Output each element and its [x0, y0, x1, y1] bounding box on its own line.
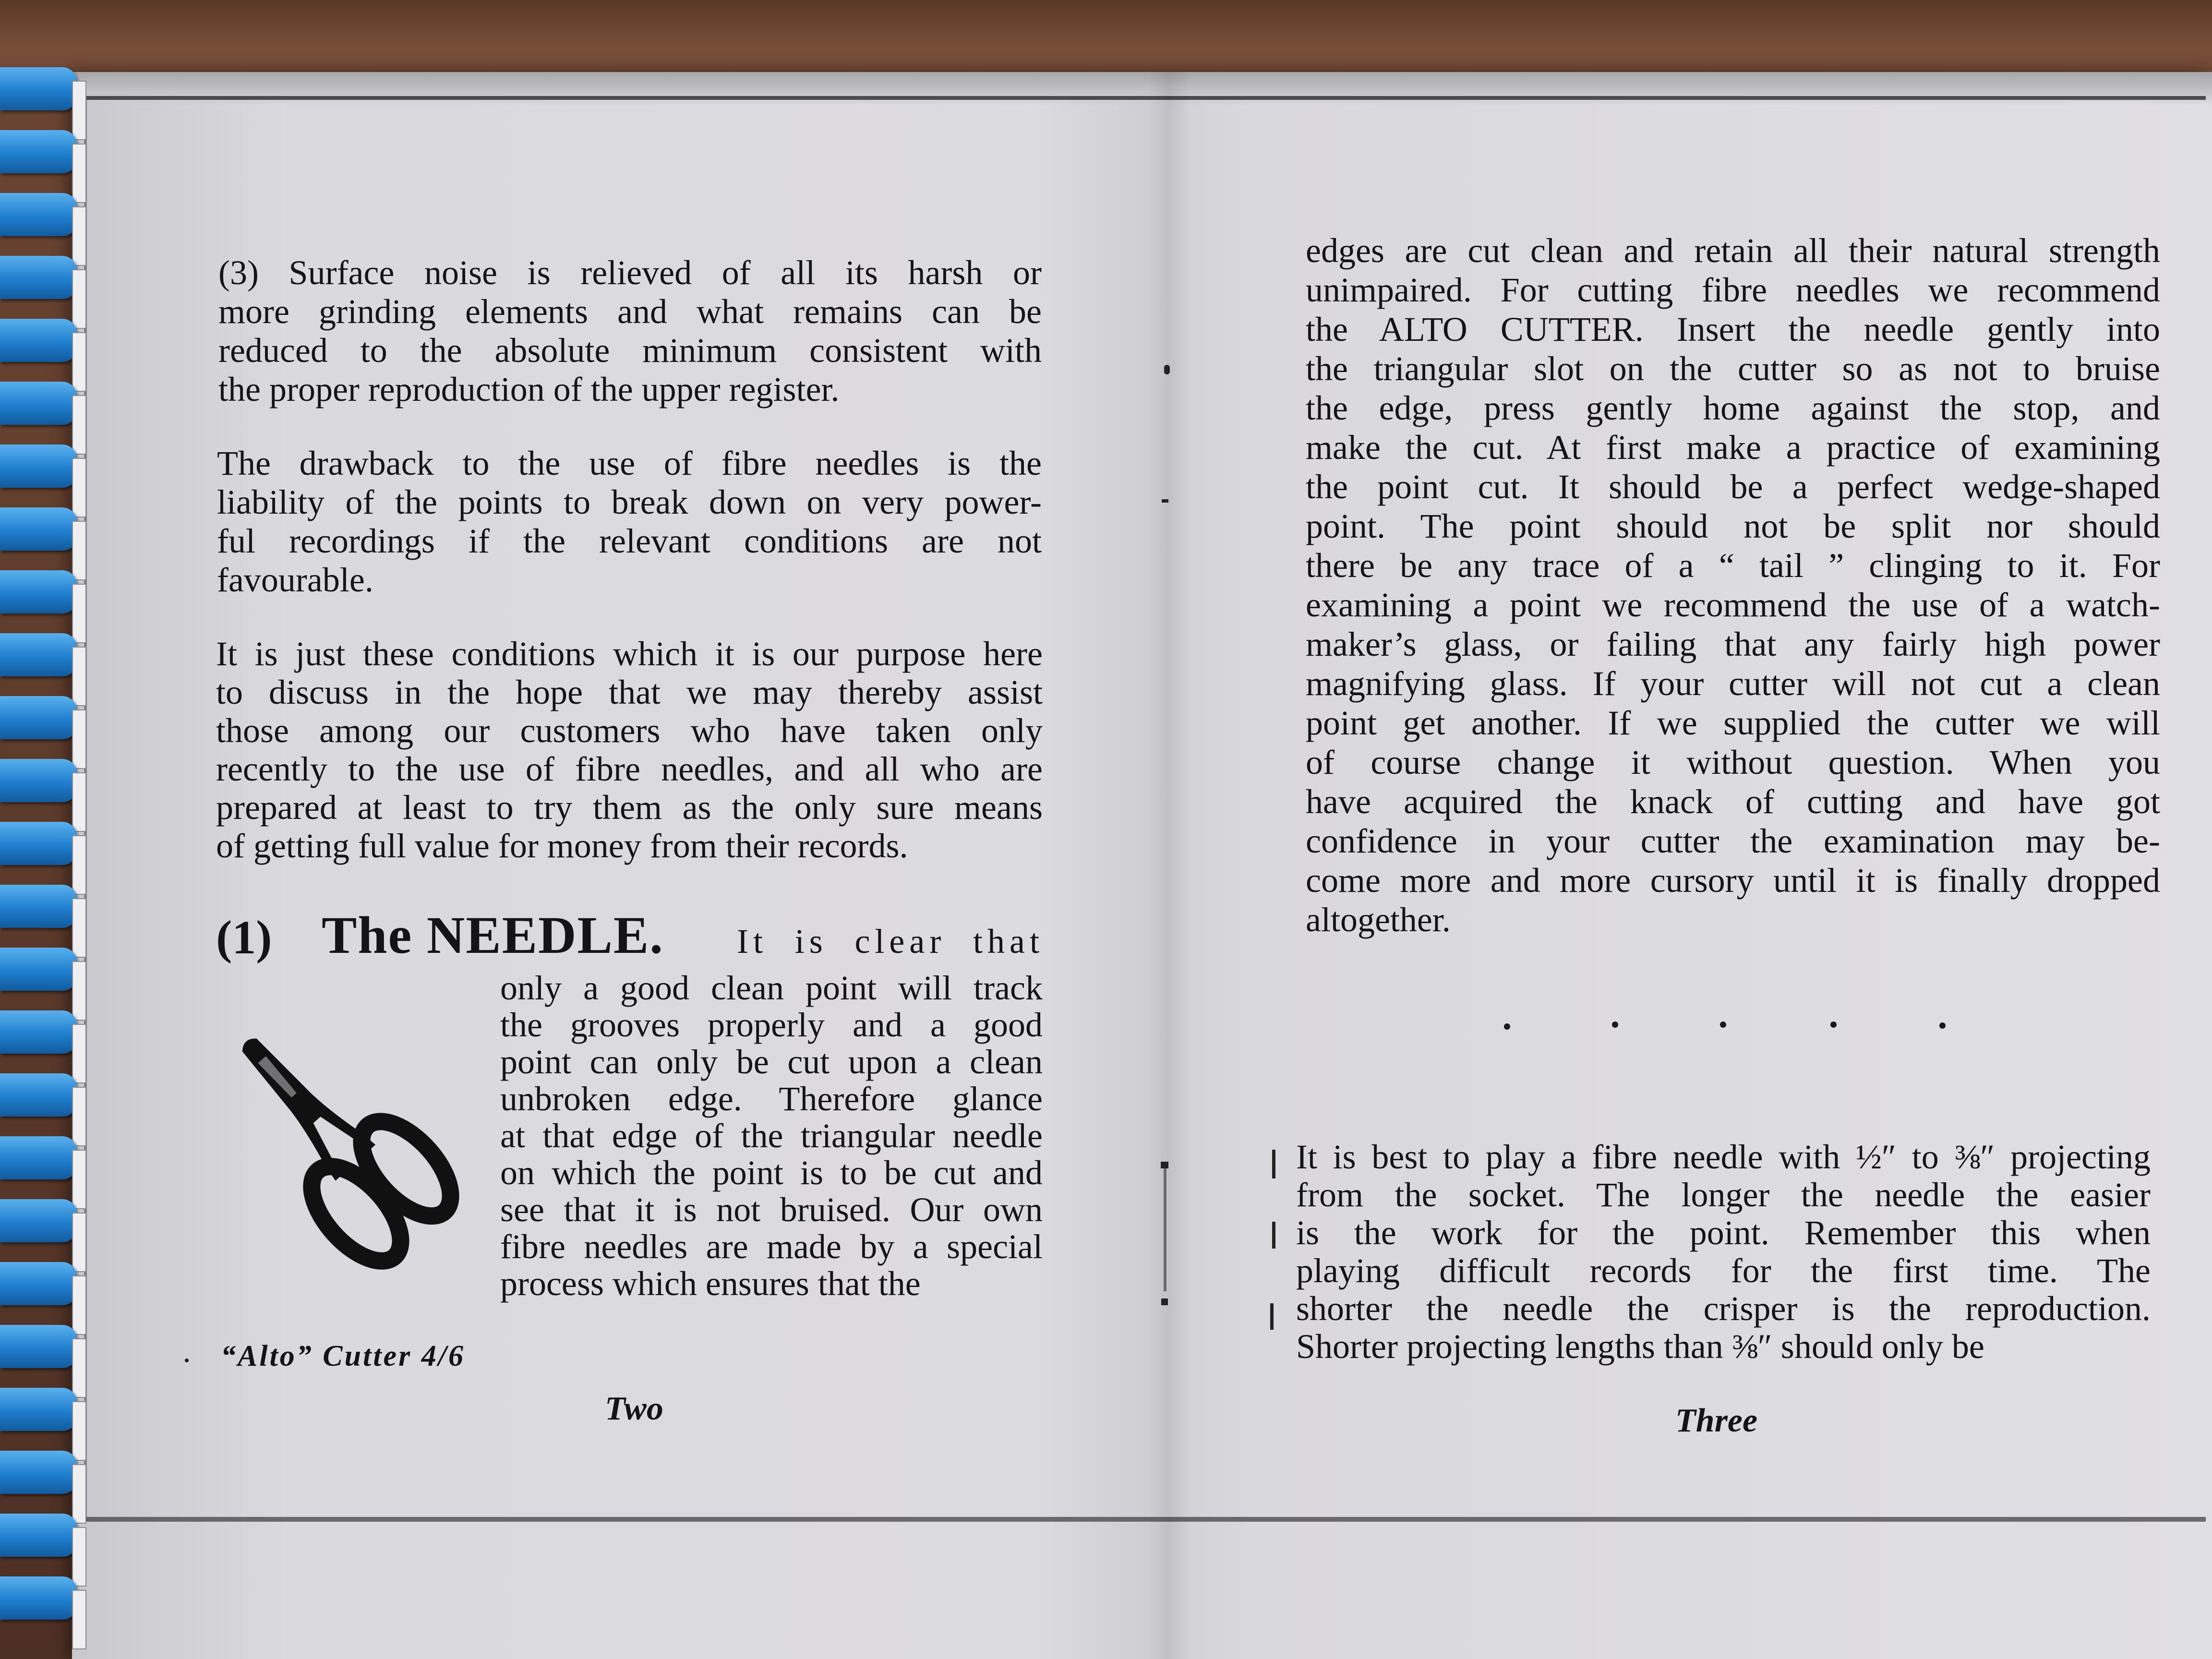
section-number: (1) — [216, 911, 272, 964]
alto-cutter-line: come more and more cursory until it is finally dropped — [1306, 861, 2160, 900]
binding-hole — [72, 1527, 86, 1587]
heading-continuation: It is clear that — [737, 922, 1044, 961]
page-folio-left: Two — [605, 1390, 663, 1427]
alto-cutter-line: altogether. — [1306, 901, 1451, 939]
projection-tip-line: Shorter projecting lengths than ⅜″ should only be — [1296, 1327, 1984, 1366]
projection-tip-line: is the work for the point. Remember this when — [1296, 1214, 2151, 1252]
binding-coil — [0, 759, 77, 802]
binding-hole — [72, 206, 86, 266]
binding-coil — [0, 948, 77, 991]
gutter-tick — [1161, 1298, 1168, 1305]
margin-mark — [1272, 1150, 1275, 1178]
page-border-bottom — [84, 1517, 2206, 1522]
projection-tip-line: from the socket. The longer the needle the easier — [1296, 1176, 2151, 1214]
needle-line: fibre needles are made by a special — [500, 1227, 1043, 1266]
gutter-tick — [1162, 499, 1168, 503]
binding-hole — [72, 898, 86, 958]
binding-coil — [0, 1262, 77, 1305]
conditions-line: It is just these conditions which it is our purpose here — [216, 635, 1043, 673]
surface-noise-line: reduced to the absolute minimum consistent with — [218, 331, 1042, 370]
needle-line: process which ensures that the — [500, 1264, 921, 1303]
conditions-line: prepared at least to try them as the only sure means — [216, 788, 1043, 827]
binding-coil — [0, 1136, 77, 1179]
caption-bullet — [185, 1358, 189, 1362]
surface-noise-line: the proper reproduction of the upper register. — [218, 370, 840, 409]
section-heading: The NEEDLE. — [322, 906, 664, 964]
alto-cutter-line: the ALTO CUTTER. Insert the needle gently into — [1306, 310, 2160, 349]
alto-cutter-line: have acquired the knack of cutting and have got — [1306, 782, 2160, 821]
blue-spiral-binding — [0, 48, 91, 1659]
drawback-line: favourable. — [217, 561, 373, 599]
page-border-top — [84, 96, 2206, 100]
needle-line: at that edge of the triangular needle — [500, 1117, 1043, 1155]
surface-noise-line: (3) Surface noise is relieved of all its harsh or — [218, 253, 1042, 292]
alto-cutter-line: of course change it without question. When you — [1306, 743, 2160, 781]
drawback-line: The drawback to the use of fibre needles is the — [217, 444, 1042, 482]
needle-line: point can only be cut upon a clean — [500, 1043, 1043, 1081]
needle-line: unbroken edge. Therefore glance — [500, 1080, 1043, 1118]
needle-line: see that it is not bruised. Our own — [500, 1190, 1043, 1229]
page-folio-right: Three — [1675, 1402, 1758, 1439]
binding-coil — [0, 1576, 77, 1620]
separator-dot — [1830, 1022, 1837, 1028]
binding-hole — [72, 395, 86, 455]
needle-line: only a good clean point will track — [500, 969, 1043, 1007]
alto-cutter-illustration — [218, 1001, 461, 1286]
gutter-tick — [1164, 365, 1170, 374]
needle-line: the grooves properly and a good — [500, 1006, 1043, 1044]
illustration-caption: “Alto” Cutter 4/6 — [221, 1340, 465, 1372]
alto-cutter-line: the point cut. It should be a perfect wedge-shaped — [1306, 468, 2160, 506]
binding-hole — [72, 647, 86, 706]
separator-dot — [1612, 1022, 1618, 1028]
alto-cutter-line: magnifying glass. If your cutter will not cut a clean — [1306, 664, 2160, 703]
margin-mark — [1272, 1222, 1275, 1249]
conditions-line: of getting full value for money from their records. — [216, 827, 908, 865]
binding-hole — [72, 1213, 86, 1272]
binding-coil — [0, 507, 77, 551]
binding-hole — [72, 709, 86, 769]
binding-coil — [0, 382, 77, 425]
projection-tip-line: It is best to play a fibre needle with ½″ to ⅜″ projecting — [1296, 1138, 2151, 1176]
binding-coil — [0, 570, 77, 613]
binding-coil — [0, 1388, 77, 1431]
center-gutter — [1147, 72, 1190, 1659]
binding-hole — [72, 835, 86, 895]
alto-cutter-line: confidence in your cutter the examination may be- — [1306, 822, 2160, 860]
binding-hole — [72, 961, 86, 1021]
binding-hole — [72, 144, 86, 203]
binding-coil — [0, 1199, 77, 1242]
binding-coil — [0, 193, 77, 236]
binding-coil — [0, 1010, 77, 1054]
projection-tip-line: playing difficult records for the first time. The — [1296, 1251, 2151, 1290]
binding-hole — [72, 1024, 86, 1083]
binding-coil — [0, 67, 77, 110]
binding-coil — [0, 696, 77, 739]
binding-hole — [72, 1087, 86, 1146]
binding-hole — [72, 458, 86, 517]
conditions-line: to discuss in the hope that we may thereby assist — [216, 673, 1043, 711]
binding-coil — [0, 885, 77, 928]
binding-coil — [0, 319, 77, 362]
binding-coil — [0, 633, 77, 676]
binding-hole — [72, 584, 86, 643]
drawback-line: liability of the points to break down on very power- — [217, 483, 1042, 521]
alto-cutter-line: point. The point should not be split nor should — [1306, 507, 2160, 545]
binding-hole — [72, 521, 86, 580]
binding-hole — [72, 1590, 86, 1649]
binding-coil — [0, 822, 77, 865]
projection-tip-line: shorter the needle the crisper is the reproduction. — [1296, 1289, 2151, 1328]
binding-coil — [0, 445, 77, 488]
drawback-line: ful recordings if the relevant conditions are not — [217, 522, 1042, 560]
alto-cutter-line: the edge, press gently home against the stop, and — [1306, 389, 2160, 427]
page-top-edge — [72, 72, 2212, 106]
conditions-line: recently to the use of fibre needles, and all who are — [216, 750, 1043, 788]
alto-cutter-line: make the cut. At first make a practice of examining — [1306, 428, 2160, 467]
separator-dot — [1504, 1023, 1510, 1030]
margin-mark — [1270, 1303, 1274, 1330]
binding-coil — [0, 1514, 77, 1557]
binding-hole — [72, 332, 86, 392]
alto-cutter-line: maker’s glass, or failing that any fairly high power — [1306, 625, 2160, 663]
alto-cutter-line: examining a point we recommend the use of a watch- — [1306, 586, 2160, 624]
binding-coil — [0, 130, 77, 173]
alto-cutter-line: there be any trace of a “ tail ” clinging to it. For — [1306, 546, 2160, 585]
binding-hole — [72, 1401, 86, 1461]
binding-hole — [72, 1275, 86, 1335]
alto-cutter-line: edges are cut clean and retain all their natural strength — [1306, 231, 2160, 270]
gutter-tick — [1161, 1162, 1168, 1168]
alto-cutter-line: unimpaired. For cutting fibre needles we recommend — [1306, 271, 2160, 309]
surface-noise-line: more grinding elements and what remains can be — [218, 292, 1042, 331]
binding-hole — [72, 772, 86, 832]
conditions-line: those among our customers who have taken only — [216, 711, 1043, 750]
separator-dot — [1720, 1022, 1726, 1028]
needle-line: on which the point is to be cut and — [500, 1154, 1043, 1192]
alto-cutter-line: the triangular slot on the cutter so as not to bruise — [1306, 349, 2160, 388]
binding-coil — [0, 1451, 77, 1494]
binding-coil — [0, 1073, 77, 1117]
binding-hole — [72, 1150, 86, 1209]
binding-coil — [0, 256, 77, 299]
binding-hole — [72, 1464, 86, 1524]
binding-hole — [72, 269, 86, 329]
gutter-line — [1164, 1162, 1166, 1291]
binding-hole — [72, 81, 86, 140]
separator-dot — [1939, 1022, 1946, 1029]
binding-coil — [0, 1325, 77, 1368]
alto-cutter-line: point get another. If we supplied the cutter we will — [1306, 704, 2160, 742]
binding-hole — [72, 1338, 86, 1398]
